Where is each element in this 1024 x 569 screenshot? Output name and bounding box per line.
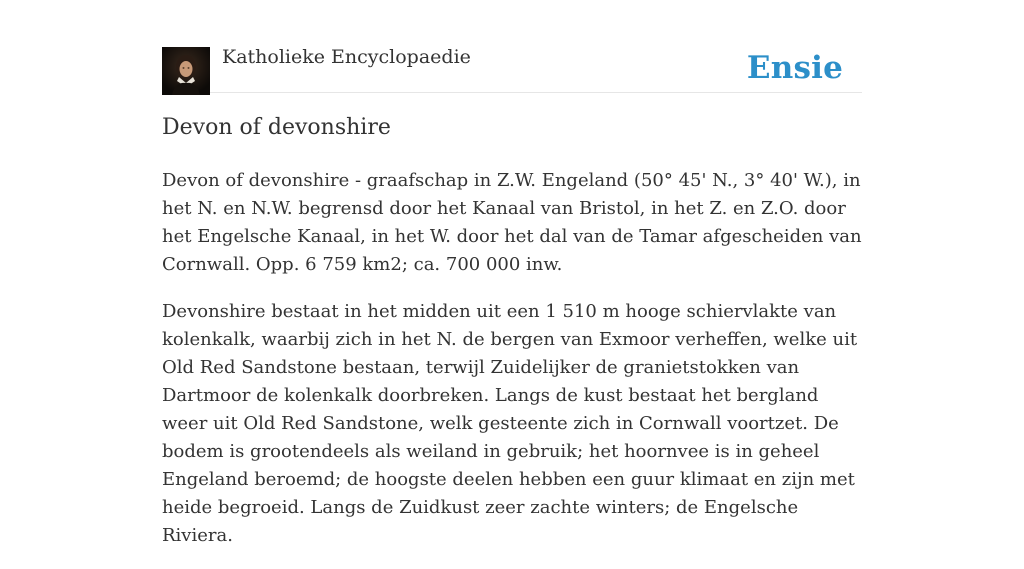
ensie-logo[interactable]: Ensie [746, 50, 843, 86]
site-header [162, 0, 862, 93]
page [162, 0, 862, 546]
portrait-avatar-icon[interactable] [162, 47, 210, 95]
article-paragraph: Devonshire bestaat in het midden uit een 1 510 m hooge schiervlakte van kolenkalk, waarbij zich in het N. de bergen van Exmoor verheffen, welke uit Old Red Sandstone bestaan, terwijl Zuidelijker de granietstokken van Dartmoor de kolenkalk doorbreken. Langs de kust bestaat het bergland weer uit Old Red Sandstone, welk gesteente zich in Cornwall voortzet. De bodem is grootendeels als weiland in gebruik; het hoornvee is in geheel Engeland beroemd; de hoogste deelen hebben een guur klimaat en zijn met heide begroeid. Langs de Zuidkust zeer zachte winters; de Engelsche Riviera. [162, 301, 858, 546]
article-title: Devon of devonshire [162, 115, 391, 140]
article-paragraph: Devon of devonshire - graafschap in Z.W. Engeland (50° 45' N., 3° 40' W.), in het N. en N.W. begrensd door het Kanaal van Bristol, in het Z. en Z.O. door het Engelsche Kanaal, in het W. door het dal van de Tamar afgescheiden van Cornwall. Opp. 6 759 km2; ca. 700 000 inw. [162, 170, 862, 275]
article-body [162, 167, 862, 569]
source-title[interactable]: Katholieke Encyclopaedie [222, 46, 471, 68]
